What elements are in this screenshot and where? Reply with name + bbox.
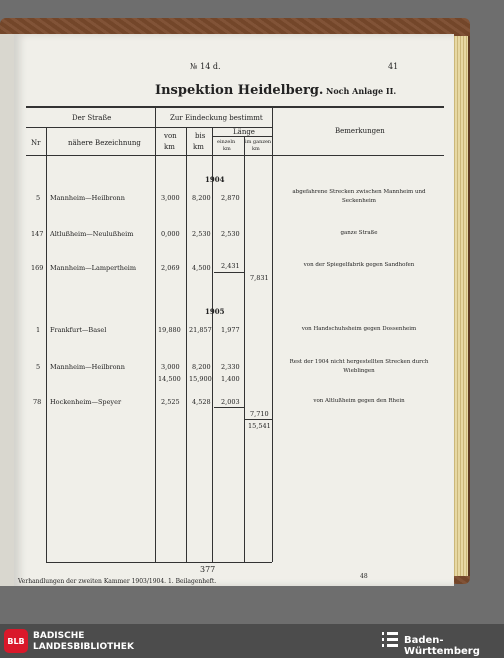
row-nr: 5 — [36, 194, 41, 202]
row-von: 2,525 — [161, 398, 180, 406]
year-1905: 1905 — [205, 307, 225, 316]
col-ganzen-km: km — [252, 146, 260, 152]
row-bis: 4,500 — [192, 264, 211, 272]
row-name: Mannheim—Heilbronn — [50, 194, 125, 202]
header-bottom-rule — [26, 155, 444, 156]
left-page-edge — [0, 34, 14, 586]
row-einzeln: 2,330 — [221, 363, 240, 371]
row-bis: 8,200 — [192, 363, 211, 371]
row-bis: 2,530 — [192, 230, 211, 238]
row-bemerkung: von Altlußheim gegen den Rhein — [313, 398, 405, 404]
row-nr: 5 — [36, 363, 41, 371]
blb-name — [33, 631, 134, 653]
col-divider-bis — [212, 127, 213, 562]
row-einzeln: 2,003 — [221, 398, 240, 406]
header-rule-2 — [212, 136, 272, 137]
row-bis: 8,200 — [192, 194, 211, 202]
col-von-km: km — [164, 143, 175, 151]
lions-coat-of-arms-icon — [380, 629, 400, 651]
grand-total: 15,541 — [248, 422, 271, 430]
col-ganzen: im ganzen — [245, 139, 272, 145]
row-name: Altlußheim—Neulußheim — [50, 230, 134, 238]
col-einzeln: einzeln — [217, 139, 236, 145]
table-number: № 14 d. — [190, 62, 221, 71]
row-von: 14,500 — [158, 375, 181, 383]
row-bis: 21,857 — [189, 326, 212, 334]
row-einzeln: 2,530 — [221, 230, 240, 238]
col-bemerkungen: Bemerkungen — [335, 127, 385, 135]
col-von: von — [164, 132, 177, 140]
row-bemerkung: von Handschuhsheim gegen Dossenheim — [301, 326, 417, 332]
row-bis: 15,900 — [189, 375, 212, 383]
row-name: Hockenheim—Speyer — [50, 398, 122, 406]
row-name: Mannheim—Lampertheim — [50, 264, 137, 272]
footer-page-number: 377 — [200, 565, 216, 574]
table-top-rule — [26, 106, 444, 108]
row-name: Frankfurt—Basel — [50, 326, 107, 334]
col-strasse: Der Straße — [72, 114, 112, 122]
col-einzeln-km: km — [223, 146, 231, 152]
footer-sheet-number: 48 — [360, 573, 368, 580]
col-laenge: Länge — [233, 128, 255, 136]
col-divider-von — [186, 127, 187, 562]
row-von: 3,000 — [161, 363, 180, 371]
row-bemerkung: ganze Straße — [340, 230, 378, 236]
row-von: 2,069 — [161, 264, 180, 272]
col-divider-ganzen — [272, 107, 273, 562]
col-bis: bis — [195, 132, 206, 140]
page-edges — [452, 36, 470, 576]
row-nr: 1 — [36, 326, 41, 334]
row-einzeln: 1,977 — [221, 326, 240, 334]
blb-line2: LANDESBIBLIOTHEK — [33, 642, 134, 652]
row-bis: 4,528 — [192, 398, 211, 406]
total-rule — [244, 419, 272, 420]
col-divider-name — [155, 107, 156, 562]
row-von: 3,000 — [161, 194, 180, 202]
subtotal-rule — [214, 272, 244, 273]
col-divider-nr — [46, 127, 47, 562]
table-bottom-rule — [46, 562, 272, 563]
row-nr: 147 — [31, 230, 44, 238]
col-divider-einzeln — [244, 136, 245, 562]
footer-source: Verhandlungen der zweiten Kammer 1903/1904. 1. Beilagenheft. — [18, 578, 217, 585]
subtotal-rule — [214, 407, 244, 408]
col-eindeckung: Zur Eindeckung bestimmt — [170, 114, 263, 122]
col-nr: Nr — [31, 139, 41, 147]
row-bemerkung: Rest der 1904 nicht hergestellten Strecken durch Wieblingen — [289, 359, 429, 374]
row-von: 0,000 — [161, 230, 180, 238]
state-name: Baden-Württemberg — [404, 635, 480, 657]
col-bis-km: km — [193, 143, 204, 151]
row-ganzen: 7,831 — [250, 274, 269, 282]
page-number: 41 — [388, 62, 399, 71]
row-name: Mannheim—Heilbronn — [50, 363, 125, 371]
row-einzeln: 1,400 — [221, 375, 240, 383]
row-nr: 78 — [33, 398, 42, 406]
blb-logo: BLB — [4, 629, 28, 653]
row-von: 19,880 — [158, 326, 181, 334]
year-1904: 1904 — [205, 175, 225, 184]
row-ganzen: 7,710 — [250, 410, 269, 418]
row-einzeln: 2,870 — [221, 194, 240, 202]
row-nr: 169 — [31, 264, 44, 272]
row-einzeln: 2,431 — [221, 262, 240, 270]
row-bemerkung: von der Spiegelfabrik gegen Sandhofen — [303, 262, 415, 268]
annex-label: Noch Anlage II. — [326, 86, 397, 96]
col-bezeichnung: nähere Bezeichnung — [68, 139, 141, 147]
row-bemerkung: abgefahrene Strecken zwischen Mannheim und Seckenheim — [292, 189, 426, 204]
page-title: Inspektion Heidelberg. — [155, 83, 324, 98]
blb-line1: BADISCHE — [33, 631, 85, 641]
